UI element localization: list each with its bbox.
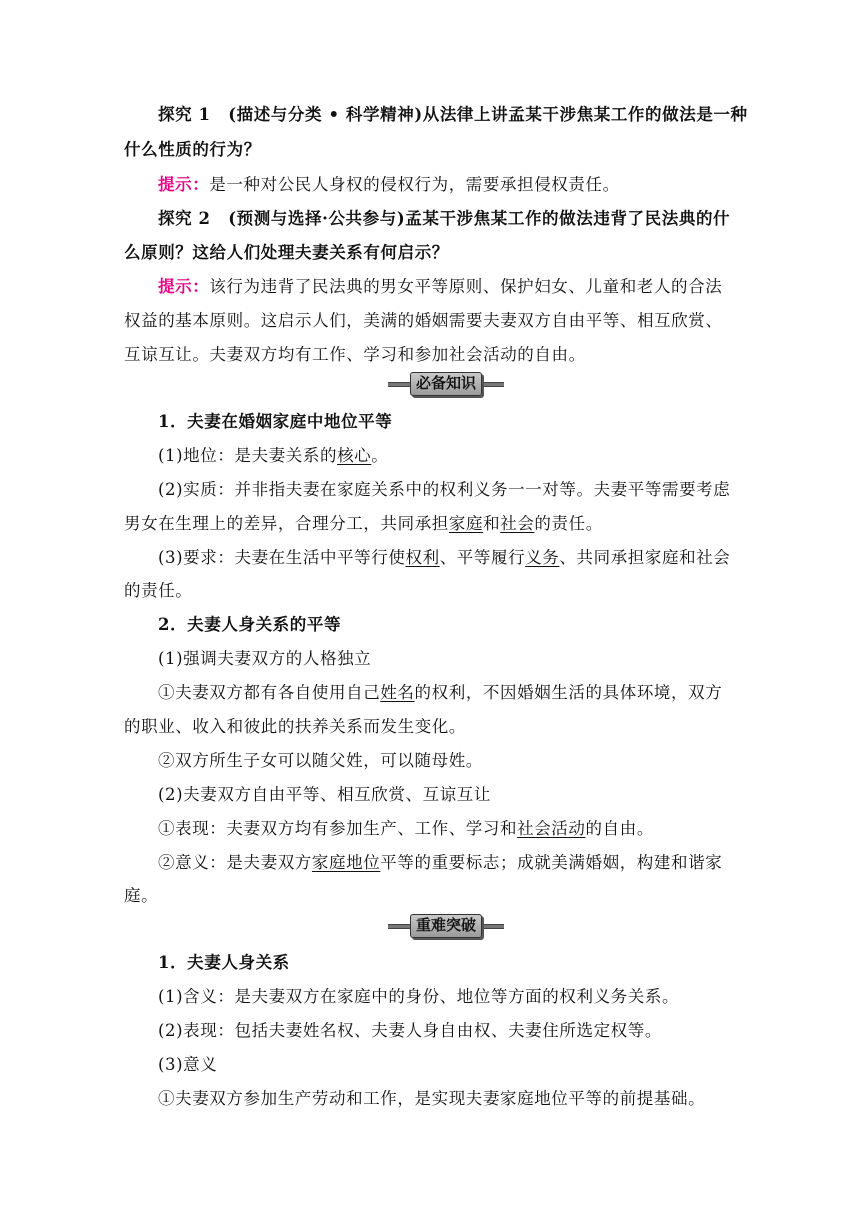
knowledge-2-sub-2a: ①表现：夫妻双方均有参加生产、工作、学习和社会活动的自由。: [158, 819, 654, 838]
difficulty-1-point-3: (3)意义: [158, 1055, 218, 1074]
explore-1-head: 探究 1: [158, 105, 211, 124]
knowledge-2-sub-2: (2)夫妻双方自由平等、相互欣赏、互谅互让: [158, 785, 491, 804]
knowledge-2-sub-1a-line-2: 的职业、收入和彼此的扶养关系而发生变化。: [124, 717, 466, 736]
difficulty-1-point-3a: ①夫妻双方参加生产劳动和工作，是实现夫妻家庭地位平等的前提基础。: [158, 1089, 706, 1108]
difficulty-1-title: 1．夫妻人身关系: [158, 953, 290, 972]
section-banner-knowledge: [388, 372, 504, 396]
knowledge-2-sub-2b-line-2: 庭。: [124, 886, 159, 905]
knowledge-2-sub-1b: ②双方所生子女可以随父姓，可以随母姓。: [158, 751, 483, 770]
knowledge-2-sub-2b-line-1: ②意义：是夫妻双方家庭地位平等的重要标志；成就美满婚姻，构建和谐家: [158, 853, 723, 872]
knowledge-2-sub-1: (1)强调夫妻双方的人格独立: [158, 649, 372, 668]
tip-2-line-1: 提示：该行为违背了民法典的男女平等原则、保护妇女、儿童和老人的合法: [158, 277, 723, 296]
explore-2-line-1: 探究 2 (预测与选择·公共参与)孟某干涉焦某工作的做法违背了民法典的什: [158, 209, 731, 228]
section-banner-knowledge-label: 必备知识: [415, 374, 476, 392]
difficulty-1-point-1: (1)含义：是夫妻双方在家庭中的身份、地位等方面的权利义务关系。: [158, 987, 680, 1006]
knowledge-1-point-3-line-1: (3)要求：夫妻在生活中平等行使权利、平等履行义务、共同承担家庭和社会: [158, 548, 731, 567]
knowledge-2-title: 2．夫妻人身关系的平等: [158, 615, 342, 634]
tip-2-line-2: 权益的基本原则。这启示人们，美满的婚姻需要夫妻双方自由平等、相互欣赏、: [124, 311, 723, 330]
knowledge-1-point-1: (1)地位：是夫妻关系的核心。: [158, 446, 389, 465]
tip-2-label: 提示：: [158, 277, 210, 296]
knowledge-1-point-3-line-2: 的责任。: [124, 581, 193, 600]
tip-1: 提示：是一种对公民人身权的侵权行为，需要承担侵权责任。: [158, 175, 620, 194]
section-banner-difficulty: [388, 914, 504, 938]
tip-1-label: 提示：: [158, 175, 210, 194]
explore-2-head: 探究 2: [158, 209, 211, 228]
tip-2-line-3: 互谅互让。夫妻双方均有工作、学习和参加社会活动的自由。: [124, 345, 586, 364]
knowledge-2-sub-1a-line-1: ①夫妻双方都有各自使用自己姓名的权利，不因婚姻生活的具体环境，双方: [158, 683, 723, 702]
knowledge-1-point-2-line-1: (2)实质：并非指夫妻在家庭关系中的权利义务一一对等。夫妻平等需要考虑: [158, 480, 731, 499]
knowledge-1-title: 1．夫妻在婚姻家庭中地位平等: [158, 412, 393, 431]
explore-2-line-2: 么原则？这给人们处理夫妻关系有何启示？: [124, 243, 449, 262]
difficulty-1-point-2: (2)表现：包括夫妻姓名权、夫妻人身自由权、夫妻住所选定权等。: [158, 1021, 662, 1040]
explore-1-line-1: 探究 1 (描述与分类 • 科学精神)从法律上讲孟某干涉焦某工作的做法是一种: [158, 105, 748, 124]
section-banner-difficulty-label: 重难突破: [415, 916, 476, 934]
explore-1-line-2: 什么性质的行为？: [124, 140, 261, 159]
knowledge-1-point-2-line-2: 男女在生理上的差异，合理分工，共同承担家庭和社会的责任。: [124, 514, 603, 533]
